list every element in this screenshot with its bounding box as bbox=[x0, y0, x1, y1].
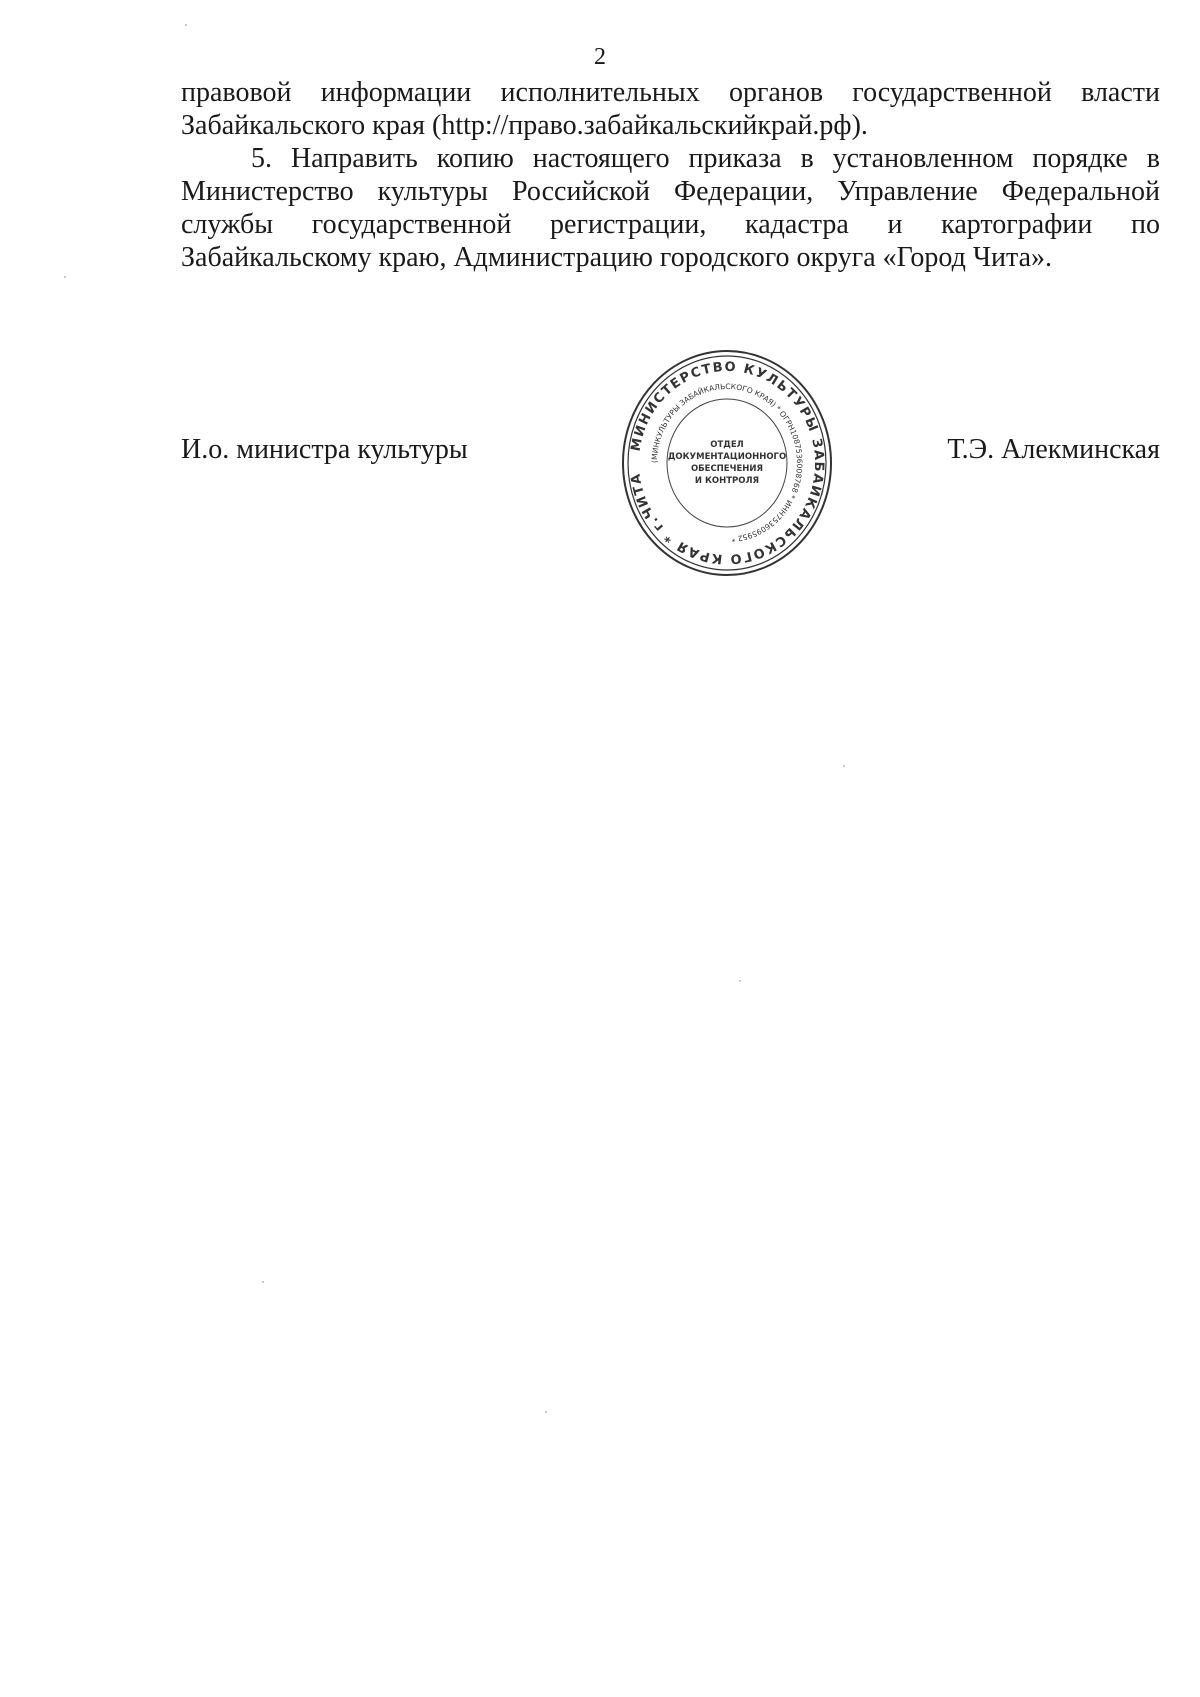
seal-center-line-4: И КОНТРОЛЯ bbox=[694, 476, 760, 486]
seal-center-line-2: ДОКУМЕНТАЦИОННОГО bbox=[667, 452, 787, 462]
svg-text:(МИНКУЛЬТУРЫ ЗАБАЙКАЛЬСКОГО КР bbox=[650, 382, 804, 544]
scan-speck bbox=[739, 980, 741, 982]
scan-speck bbox=[545, 1411, 547, 1413]
seal-outer-text: МИНИСТЕРСТВО КУЛЬТУРЫ ЗАБАЙКАЛЬСКОГО КРАЯ * г.ЧИТА bbox=[628, 359, 827, 567]
paragraph-continuation: правовой информации исполнительных органов государственной власти Забайкальского края (http://право.забайкальскийкрай.рф). bbox=[181, 77, 1160, 141]
scan-speck bbox=[843, 765, 845, 767]
seal-center-line-3: ОБЕСПЕЧЕНИЯ bbox=[690, 464, 764, 474]
scan-speck bbox=[262, 1281, 264, 1283]
scan-speck bbox=[64, 276, 66, 278]
paragraph-item-5: 5. Направить копию настоящего приказа в установленном порядке в Министерство культуры Российской Федерации, Управление Федеральной службы государственной регистрации, кадастра и картографии по Забайкальскому краю, Администрацию городского округа «Город Чита». bbox=[181, 143, 1160, 273]
scan-speck bbox=[185, 24, 187, 26]
signer-name: Т.Э. Алекминская bbox=[947, 434, 1160, 465]
seal-center-line-1: ОТДЕЛ bbox=[710, 440, 744, 450]
seal-inner-text: (МИНКУЛЬТУРЫ ЗАБАЙКАЛЬСКОГО КРАЯ) * ОГРН1087536008768 * ИНН7536095952 * bbox=[649, 381, 805, 544]
page-number: 2 bbox=[594, 44, 606, 70]
signer-title: И.о. министра культуры bbox=[181, 434, 468, 465]
official-seal-stamp bbox=[619, 347, 835, 579]
seal-graphic bbox=[619, 347, 835, 579]
